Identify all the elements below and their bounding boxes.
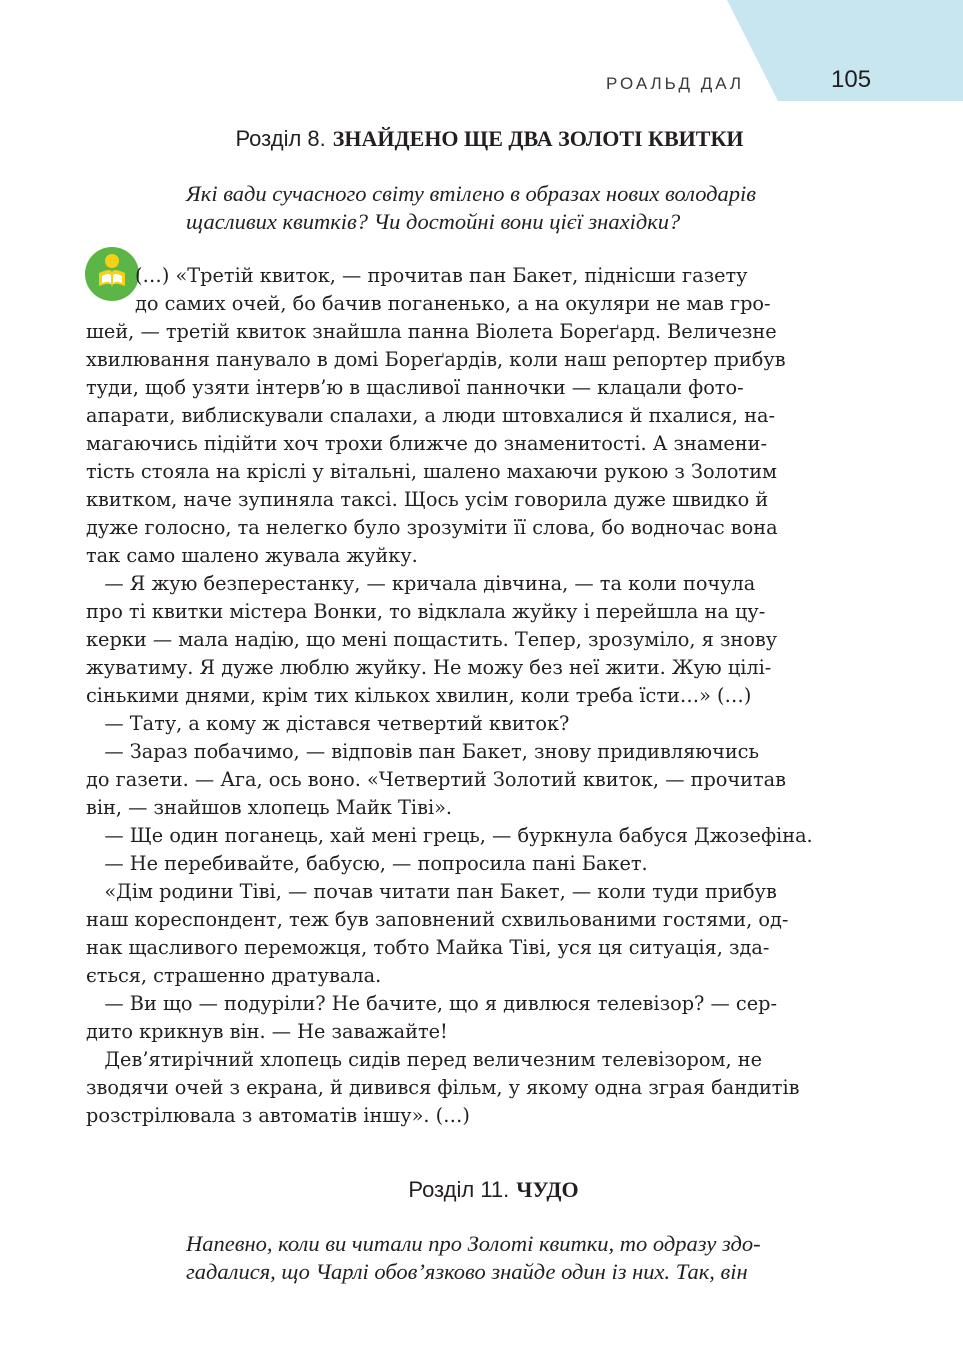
- text-line: Дев’ятирічний хлопець сидів перед величезним телевізором, не: [86, 1048, 763, 1071]
- section-number: Розділ 11.: [408, 1177, 510, 1202]
- text-line: ється, страшенно дратувала.: [86, 964, 382, 987]
- text-line: (…) «Третій квиток, — прочитав пан Бакет, піднісши газету: [86, 264, 748, 287]
- text-line: нак щасливого переможця, тобто Майка Тіві, уся ця ситуація, зда-: [86, 936, 770, 959]
- text-line: апарати, виблискували спалахи, а люди штовхалися й пхалися, на-: [86, 404, 776, 427]
- text-line: зводячи очей з екрана, й дивився фільм, у якому одна зграя бандитів: [86, 1076, 800, 1099]
- text-line: дито крикнув він. — Не заважайте!: [86, 1020, 448, 1043]
- section-heading: [12, 1177, 963, 1203]
- section-title: ЗНАЙДЕНО ЩЕ ДВА ЗОЛОТІ КВИТКИ: [332, 126, 744, 151]
- text-line: шей, — третій квиток знайшла панна Віолета Бореґард. Величезне: [86, 320, 777, 343]
- text-line: керки — мала надію, що мені пощастить. Тепер, зрозуміло, я знову: [86, 628, 778, 651]
- page-number: 105: [831, 66, 872, 93]
- section-intro-text: [186, 1230, 876, 1286]
- text-line: — Тату, а кому ж дістався четвертий квиток?: [86, 712, 570, 735]
- section-title: ЧУДО: [516, 1177, 579, 1202]
- section-number: Розділ 8.: [235, 126, 326, 151]
- text-line: — Ви що — подуріли? Не бачите, що я дивлюся телевізор? — сер-: [86, 992, 777, 1015]
- text-line: наш кореспондент, теж був заповнений схвильованими гостями, од-: [86, 908, 789, 931]
- text-line: магаючись підійти хоч трохи ближче до знаменитості. А знамени-: [86, 432, 767, 455]
- intro-line: гадалися, що Чарлі обов’язково знайде один із них. Так, він: [186, 1259, 748, 1284]
- intro-line: Напевно, коли ви читали про Золоті квитки, то одразу здо-: [186, 1231, 761, 1256]
- section-intro-question: [186, 180, 876, 236]
- text-line: хвилювання панувало в домі Бореґардів, коли наш репортер прибув: [86, 348, 786, 371]
- text-line: жуватиму. Я дуже люблю жуйку. Не можу без неї жити. Жую цілі-: [86, 656, 772, 679]
- text-line: — Зараз побачимо, — відповів пан Бакет, знову придивляючись: [86, 740, 759, 763]
- text-line: — Не перебивайте, бабусю, — попросила пані Бакет.: [86, 852, 648, 875]
- story-excerpt: [86, 262, 876, 1130]
- text-line: — Я жую безперестанку, — кричала дівчина, — та коли почула: [86, 572, 756, 595]
- text-line: до газети. — Ага, ось воно. «Четвертий Золотий квиток, — прочитав: [86, 768, 787, 791]
- text-line: до самих очей, бо бачив поганенько, а на окуляри не мав гро-: [86, 292, 771, 315]
- text-line: про ті квитки містера Вонки, то відклала жуйку і перейшла на цу-: [86, 600, 766, 623]
- text-line: він, — знайшов хлопець Майк Тіві».: [86, 796, 453, 819]
- text-line: туди, щоб узяти інтерв’ю в щасливої панночки — клацали фото-: [86, 376, 744, 399]
- text-line: «Дім родини Тіві, — почав читати пан Бакет, — коли туди прибув: [86, 880, 777, 903]
- text-line: розстрілювала з автоматів іншу». (…): [86, 1104, 470, 1127]
- section-heading: [8, 126, 963, 152]
- text-line: тість стояла на кріслі у вітальні, шалено махаючи рукою з Золотим: [86, 460, 778, 483]
- intro-line: Які вади сучасного світу втілено в образах нових володарів: [186, 181, 757, 206]
- text-line: — Ще один поганець, хай мені грець, — буркнула бабуся Джозефіна.: [86, 824, 813, 847]
- intro-line: щасливих квитків? Чи достойні вони цієї знахідки?: [186, 209, 681, 234]
- text-line: квитком, наче зупиняла таксі. Щось усім говорила дуже швидко й: [86, 488, 769, 511]
- text-line: сінькими днями, крім тих кількох хвилин, коли треба їсти…» (…): [86, 684, 752, 707]
- text-line: так само шалено жувала жуйку.: [86, 544, 418, 567]
- running-head: РОАЛЬД ДАЛ: [606, 74, 745, 93]
- text-line: дуже голосно, та нелегко було зрозуміти її слова, бо водночас вона: [86, 516, 778, 539]
